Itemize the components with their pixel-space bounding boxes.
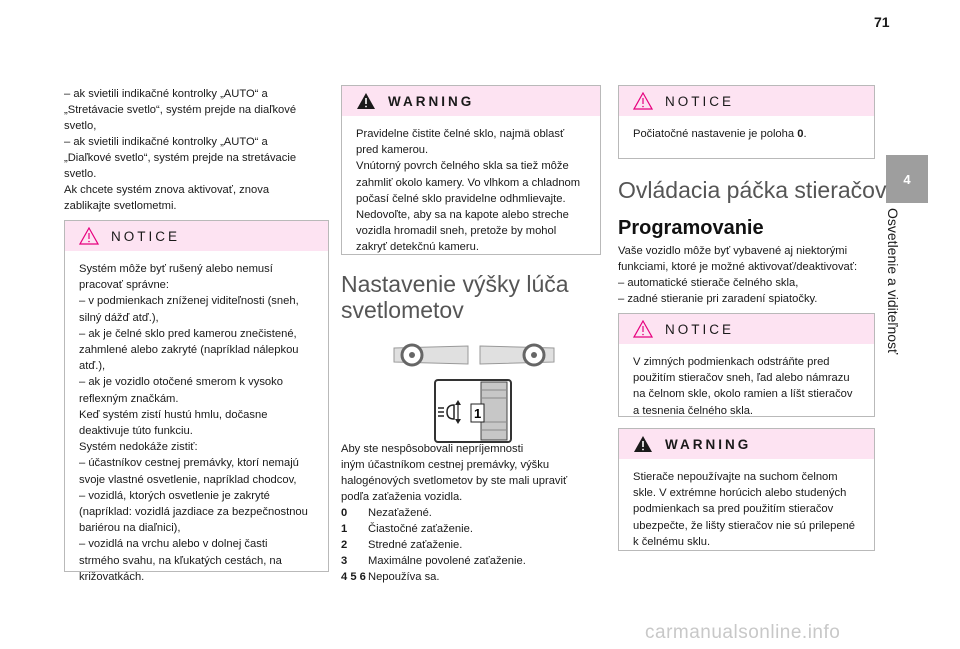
notice-box-initial-setting (618, 85, 875, 159)
text-line: počasí čelné sklo pravidelne odhmlievajte. (356, 192, 566, 205)
warning-box-wipers (618, 428, 875, 551)
legend-key: 2 (341, 539, 348, 551)
warning-header (619, 429, 874, 459)
text-line: silný dážď atď.), (79, 311, 159, 324)
text-line: svetlo, (64, 120, 97, 132)
headlamp-adjustment-illustration (388, 336, 558, 446)
text-line: Nedovoľte, aby sa na kapote alebo streche (356, 209, 569, 222)
page-number: 71 (874, 14, 890, 30)
text-line: atď.), (79, 360, 106, 373)
legend-row (341, 537, 601, 553)
text-line: a tesnenia čelného skla. (633, 404, 754, 417)
legend-row (341, 553, 601, 569)
text-line: (napríklad: vozidlá jazdiace za bezpečnostnou (79, 506, 308, 519)
notice-body (65, 251, 328, 593)
text-line: – v podmienkach zníženej viditeľnosti (sneh, (79, 295, 299, 308)
legend-key: 4 5 6 (341, 571, 366, 583)
text-line: Aby ste nespôsobovali nepríjemnosti (341, 443, 524, 455)
notice-triangle-icon (633, 320, 653, 338)
warning-header (342, 86, 600, 116)
text-line: – zadné stieranie pri zaradení spiatočky. (618, 293, 818, 305)
col1-intro (64, 86, 329, 214)
warning-label: WARNING (665, 436, 752, 452)
chapter-tab: 4 (886, 155, 928, 203)
notice-body (619, 344, 874, 427)
text-line: križovatkách. (79, 570, 145, 583)
legend-text: Nepoužíva sa. (368, 571, 440, 583)
text-line: Ak chcete systém znova aktivovať, znova (64, 184, 270, 196)
heading-line: Nastavenie výšky lúča (341, 271, 569, 297)
text-line: pracovať správne: (79, 279, 170, 292)
legend-row (341, 505, 601, 521)
subheading: Programovanie (618, 217, 764, 239)
notice-box-winter (618, 313, 875, 417)
position-value: 0 (797, 128, 804, 140)
text-line: „Stretávacie svetlo“, systém prejde na diaľkové (64, 104, 297, 116)
text-line: reflexným značkám. (79, 392, 179, 405)
text-line: vozidla hromadil sneh, pretože by mohol (356, 225, 557, 238)
warning-body (619, 459, 874, 558)
notice-triangle-icon (79, 227, 99, 245)
notice-header (619, 86, 874, 116)
legend-text: Stredné zaťaženie. (368, 539, 463, 551)
wheel-position-digit: 1 (474, 406, 482, 421)
text-line: skle. V extrémne horúcich alebo studených (633, 487, 847, 500)
text-line: zahmliť okolo kamery. Vo vlhkom a chladnom (356, 176, 581, 189)
subheading-programming (618, 217, 764, 240)
text-line: na čelnom skle, okolo ramien a líšt stieračov (633, 388, 853, 401)
text-line: strmého svahu, na kľukatých cestách, na (79, 554, 282, 567)
text-line: svoje vlastné osvetlenie, napríklad chodcov, (79, 473, 297, 486)
text-line: – ak je vozidlo otočené smerom k vysoko (79, 376, 283, 389)
text-line: Vaše vozidlo môže byť vybavené aj niektorými (618, 245, 848, 257)
heading-line: svetlometov (341, 297, 464, 323)
text-line: – účastníkov cestnej premávky, ktorí nemajú (79, 457, 299, 470)
text-line: – vozidlá, ktorých osvetlenie je zakryté (79, 489, 270, 502)
text-line: Systém môže byť rušený alebo nemusí (79, 263, 273, 275)
warning-box-camera (341, 85, 601, 255)
text-line: Systém nedokáže zistiť: (79, 441, 198, 454)
text-line: svetlo. (64, 168, 97, 180)
notice-header (65, 221, 328, 251)
text-line: „Diaľkové svetlo“, systém prejde na stretávacie (64, 152, 297, 164)
text-line: zahmlené alebo zakryté (napríklad nálepkou (79, 344, 299, 357)
notice-label: NOTICE (111, 228, 181, 244)
legend-key: 1 (341, 523, 348, 535)
col2-body (341, 441, 601, 585)
text-line: Pravidelne čistite čelné sklo, najmä oblasť (356, 128, 565, 140)
notice-text-end: . (803, 128, 807, 140)
steering-wheel-left-icon (394, 345, 468, 365)
heading-line: Ovládacia páčka stieračov (618, 177, 887, 203)
warning-triangle-icon (356, 92, 376, 110)
text-line: – vozidlá na vrchu alebo v dolnej časti (79, 538, 268, 551)
notice-triangle-icon (633, 92, 653, 110)
text-line: podmienkach sa pred použitím stieračov (633, 503, 834, 516)
steering-wheel-right-icon (480, 345, 554, 365)
chapter-title: Osvetlenie a viditeľnosť (885, 208, 901, 355)
legend-key: 3 (341, 555, 348, 567)
warning-body (342, 116, 600, 264)
legend-text: Čiastočné zaťaženie. (368, 523, 473, 535)
text-line: použitím stieračov sneh, ľad alebo námrazu (633, 372, 850, 385)
text-line: bariérou na diaľnici), (79, 522, 181, 535)
text-line: podľa zaťaženia vozidla. (341, 491, 463, 503)
notice-label: NOTICE (665, 93, 735, 109)
text-line: zakryť detekčnú kameru. (356, 241, 479, 254)
text-line: – ak svietili indikačné kontrolky „AUTO“ a (64, 136, 268, 148)
legend-text: Nezaťažené. (368, 507, 432, 519)
notice-header (619, 314, 874, 344)
watermark-footer[interactable]: carmanualsonline.info (645, 622, 841, 643)
text-line: funkciami, ktoré je možné aktivovať/deaktivovať: (618, 261, 858, 273)
text-line: Keď systém zistí hustú hmlu, dočasne (79, 408, 268, 421)
text-line: V zimných podmienkach odstráňte pred (633, 356, 830, 368)
warning-label: WARNING (388, 93, 475, 109)
legend-row (341, 569, 601, 585)
headlamp-height-wheel-control (435, 380, 511, 442)
text-line: – automatické stierače čelného skla, (618, 277, 799, 289)
warning-triangle-icon (633, 435, 653, 453)
text-line: pred kamerou. (356, 144, 429, 157)
notice-body (619, 116, 874, 150)
heading-wiper-control (618, 177, 888, 203)
text-line: – ak je čelné sklo pred kamerou znečistené, (79, 327, 297, 340)
text-line (633, 126, 860, 142)
notice-box-camera (64, 220, 329, 583)
text-line: Vnútorný povrch čelného skla sa tiež môže (356, 160, 569, 173)
text-line: halogénových svetlometov by ste mali upraviť (341, 475, 568, 487)
text-line: k čelnému sklu. (633, 535, 711, 548)
notice-text: Počiatočné nastavenie je poloha (633, 128, 798, 140)
text-line: deaktivuje túto funkciu. (79, 425, 193, 438)
legend-text: Maximálne povolené zaťaženie. (368, 555, 526, 567)
text-line: ubezpečte, že lišty stieračov nie sú prilepené (633, 519, 856, 532)
col3-body (618, 243, 878, 307)
text-line: zablikajte svetlometmi. (64, 200, 177, 212)
legend-key: 0 (341, 507, 348, 519)
text-line: iným účastníkom cestnej premávky, výšku (341, 459, 550, 471)
heading-beam-height (341, 271, 601, 323)
notice-label: NOTICE (665, 321, 735, 337)
legend-row (341, 521, 601, 537)
text-line: Stierače nepoužívajte na suchom čelnom (633, 471, 838, 483)
text-line: – ak svietili indikačné kontrolky „AUTO“ a (64, 88, 268, 100)
